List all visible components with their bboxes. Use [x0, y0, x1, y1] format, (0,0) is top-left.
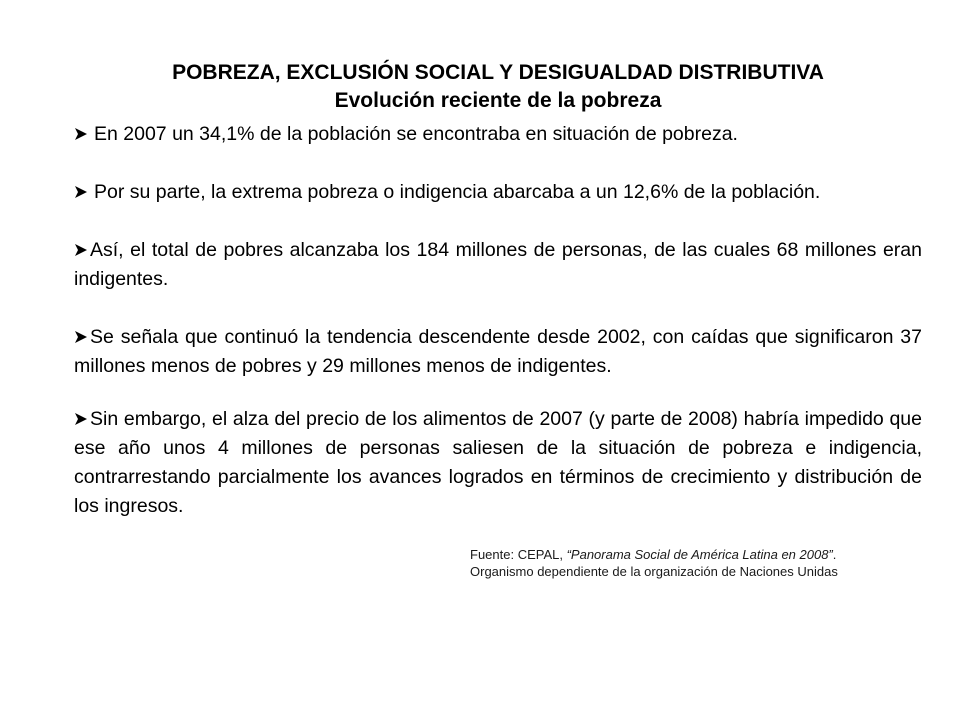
- arrow-bullet-icon: [74, 243, 90, 257]
- source-line: [470, 546, 838, 563]
- bullet-text: En 2007 un 34,1% de la población se encontraba en situación de pobreza.: [94, 123, 738, 145]
- arrow-bullet-icon: [74, 330, 90, 344]
- source-note: Organismo dependiente de la organización de Naciones Unidas: [470, 564, 838, 579]
- bullet-item: [74, 236, 922, 294]
- arrow-bullet-icon: [74, 185, 94, 199]
- source-work-title: “Panorama Social de América Latina en 2008”: [566, 547, 833, 562]
- bullet-item: [74, 120, 922, 149]
- arrow-bullet-icon: [74, 412, 90, 426]
- bullet-text: Por su parte, la extrema pobreza o indigencia abarcaba a un 12,6% de la población.: [94, 181, 821, 203]
- bullet-text: Sin embargo, el alza del precio de los alimentos de 2007 (y parte de 2008) habría impedido que ese año unos 4 millones de personas saliesen de la situación de pobreza e indigencia, contrarrestando parcialmente los avances logrados en términos de crecimiento y distribución de los ingresos.: [74, 408, 922, 517]
- bullet-item: [74, 323, 922, 381]
- source-citation: [470, 546, 838, 580]
- source-prefix: Fuente: CEPAL,: [470, 547, 567, 562]
- bullet-text: Así, el total de pobres alcanzaba los 184 millones de personas, de las cuales 68 millones eran indigentes.: [74, 239, 922, 290]
- bullet-item: [74, 405, 922, 521]
- bullet-item: [74, 178, 922, 207]
- slide-title: POBREZA, EXCLUSIÓN SOCIAL Y DESIGUALDAD DISTRIBUTIVA: [172, 61, 824, 84]
- source-suffix: .: [832, 547, 837, 562]
- bullet-text: Se señala que continuó la tendencia descendente desde 2002, con caídas que significaron 37 millones menos de pobres y 29 millones menos de indigentes.: [74, 326, 922, 377]
- slide-subtitle: Evolución reciente de la pobreza: [334, 89, 662, 112]
- arrow-bullet-icon: [74, 127, 94, 141]
